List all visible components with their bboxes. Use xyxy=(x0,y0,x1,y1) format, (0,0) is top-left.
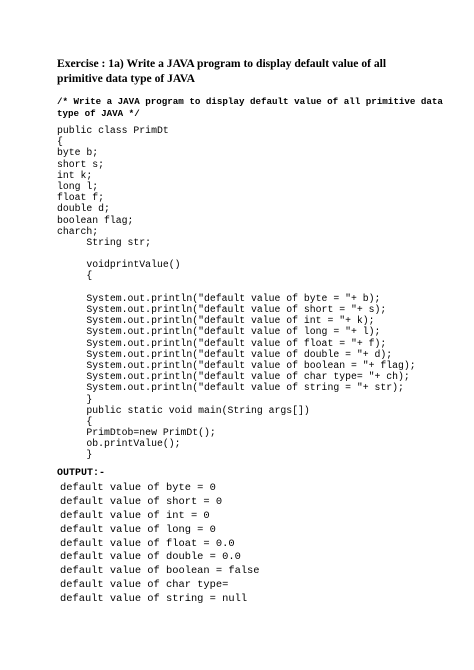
output-line: default value of long = 0 xyxy=(60,523,216,536)
code-line: public class PrimDt xyxy=(57,125,169,136)
output-line: default value of boolean = false xyxy=(60,565,260,578)
code-line: long l; xyxy=(57,180,99,192)
exercise-heading: Exercise : 1a) Write a JAVA program to display default value of all primitive data type of JAVA xyxy=(57,57,387,85)
code-line: } xyxy=(57,449,93,461)
code-line: System.out.println("default value of short = "+ s); xyxy=(57,304,387,315)
code-line: System.out.println("default value of long = "+ l); xyxy=(57,326,381,338)
code-line: byte b; xyxy=(57,147,99,159)
output-line: default value of float = 0.0 xyxy=(60,537,235,550)
code-line xyxy=(57,248,416,259)
output-line: default value of double = 0.0 xyxy=(60,551,241,564)
code-line: PrimDtob=new PrimDt(); xyxy=(57,427,216,439)
code-comment xyxy=(57,96,443,120)
code-line: double d; xyxy=(57,203,110,215)
program-output-block xyxy=(60,482,260,607)
code-line xyxy=(57,282,416,293)
code-line: voidprintValue() xyxy=(57,259,181,271)
code-line: System.out.println("default value of double = "+ d); xyxy=(57,348,393,360)
output-line: default value of byte = 0 xyxy=(60,482,216,494)
code-line: String str; xyxy=(57,236,152,248)
code-line: System.out.println("default value of byte = "+ b); xyxy=(57,292,381,304)
code-line: { xyxy=(57,415,93,427)
output-line: default value of char type= xyxy=(60,579,229,592)
code-line: System.out.println("default value of boolean = "+ flag); xyxy=(57,359,416,371)
code-line: { xyxy=(57,136,63,148)
output-label: OUTPUT:- xyxy=(57,468,106,479)
comment-line-1: /* Write a JAVA program to display default value of all primitive data xyxy=(57,96,443,107)
code-line: public static void main(String args[]) xyxy=(57,404,310,416)
code-line: short s; xyxy=(57,158,105,170)
code-line: boolean flag; xyxy=(57,214,134,226)
code-line: System.out.println("default value of float = "+ f); xyxy=(57,337,387,349)
comment-line-2: type of JAVA */ xyxy=(57,108,140,119)
code-line: { xyxy=(57,270,93,282)
code-line: } xyxy=(57,393,93,405)
source-code-block xyxy=(57,125,416,461)
code-line: System.out.println("default value of char type= "+ ch); xyxy=(57,371,410,383)
output-line: default value of int = 0 xyxy=(60,509,210,522)
code-line: float f; xyxy=(57,192,105,204)
output-line: default value of short = 0 xyxy=(60,495,223,508)
code-line: ob.printValue(); xyxy=(57,438,181,450)
code-line: System.out.println("default value of string = "+ str); xyxy=(57,382,404,394)
output-line: default value of string = null xyxy=(60,593,248,606)
code-line: charch; xyxy=(57,225,99,237)
code-line: int k; xyxy=(57,169,93,181)
code-line: System.out.println("default value of int = "+ k); xyxy=(57,315,375,327)
